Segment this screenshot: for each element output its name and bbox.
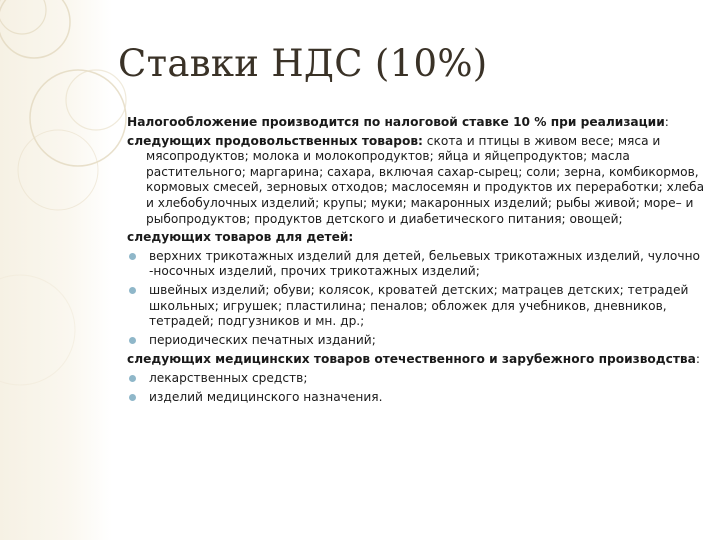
medical-heading-paragraph — [127, 352, 707, 368]
list-item — [127, 283, 707, 330]
bullet-icon — [129, 253, 136, 260]
intro-paragraph — [127, 115, 707, 131]
bullet-icon — [129, 287, 136, 294]
children-item-text: швейных изделий; обуви; колясок, кроватей детских; матрацев детских; тетрадей школьных; игрушек; пластилина; пеналов; обложек для учебников, дневников, тетрадей; подгузников и мн. др.; — [149, 282, 689, 329]
list-item — [127, 249, 707, 280]
intro-tail: : — [664, 115, 669, 129]
medical-heading-tail: : — [695, 352, 700, 367]
bullet-icon — [129, 394, 136, 401]
children-item-text: верхних трикотажных изделий для детей, бельевых трикотажных изделий, чулочно -носочных изделий, прочих трикотажных изделий; — [149, 248, 701, 279]
bullet-icon — [129, 375, 136, 382]
food-list-text: скота и птицы в живом весе; мяса и мясопродуктов; молока и молокопродуктов; яйца и яйцепродуктов; масла растительного; маргарина; сахара, включая сахар-сырец; соли; зерна, комбикормов, кормовых смесей, зерновых отходов; маслосемян и продуктов их переработки; хлеба и хлебобулочных изделий; крупы; муки; макаронных изделий; рыбы живой; море– и рыбопродуктов; продуктов детского и диабетического питания; овощей; — [146, 133, 705, 226]
children-heading: следующих товаров для детей: — [127, 230, 354, 245]
medical-heading: следующих медицинских товаров отечественного и зарубежного производства — [127, 352, 696, 367]
decorative-circles — [0, 0, 130, 540]
medical-item-text: лекарственных средств; — [149, 370, 308, 385]
children-item-text: периодических печатных изданий; — [149, 332, 376, 347]
intro-bold: Налогообложение производится по налоговой ставке 10 % при реализации — [127, 115, 665, 129]
list-item — [127, 371, 707, 387]
list-item — [127, 333, 707, 349]
slide-content — [127, 115, 707, 408]
slide-title: Ставки НДС (10%) — [118, 42, 488, 85]
list-item — [127, 390, 707, 406]
food-goods-paragraph — [127, 134, 707, 228]
bullet-icon — [129, 337, 136, 344]
food-heading: следующих продовольственных товаров: — [127, 133, 423, 148]
medical-item-text: изделий медицинского назначения. — [149, 389, 383, 404]
